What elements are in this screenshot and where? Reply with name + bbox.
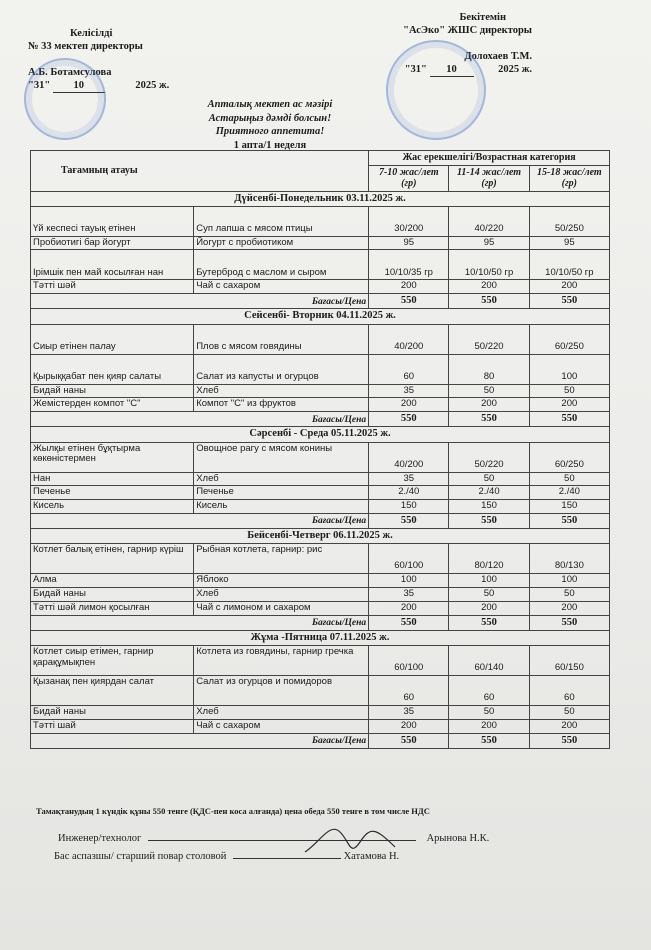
- menu-item-row: [31, 646, 610, 676]
- menu-item-row: [31, 472, 610, 486]
- menu-item-row: [31, 324, 610, 354]
- portion-value: 2./40: [449, 486, 529, 500]
- engineer-label: Инженер/технолог: [58, 833, 142, 844]
- portion-value: 30/200: [369, 206, 449, 236]
- menu-item-row: [31, 588, 610, 602]
- portion-value: 200: [369, 398, 449, 412]
- price-label: Бағасы/Цена: [31, 734, 369, 749]
- day-header-row: [31, 309, 610, 324]
- dish-name-ru: Хлеб: [194, 588, 369, 602]
- portion-value: 60: [449, 676, 529, 706]
- price-value: 550: [529, 412, 609, 427]
- dish-name-kz: Кисель: [31, 500, 194, 514]
- right-date: [372, 64, 532, 78]
- portion-value: 95: [369, 236, 449, 250]
- dish-name-ru: Чай с сахаром: [194, 280, 369, 294]
- dish-name-ru: Яблоко: [194, 574, 369, 588]
- cook-signature-line: [233, 848, 341, 859]
- menu-item-row: [31, 206, 610, 236]
- portion-value: 80/130: [529, 544, 609, 574]
- portion-value: 100: [529, 574, 609, 588]
- portion-value: 150: [369, 500, 449, 514]
- portion-value: 60/250: [529, 324, 609, 354]
- signature-block: [54, 830, 490, 866]
- dish-name-kz: Котлет балық етінен, гарнир күріш: [31, 544, 194, 574]
- dish-name-ru: Чай с лимоном и сахаром: [194, 602, 369, 616]
- approval-block-right: [372, 12, 532, 77]
- portion-value: 100: [529, 354, 609, 384]
- right-position: "АсЭко" ЖШС директоры: [403, 24, 532, 36]
- portion-value: 80: [449, 354, 529, 384]
- dish-name-ru: Котлета из говядины, гарнир гречка: [194, 646, 369, 676]
- left-name: А.Б. Ботамсулова: [28, 67, 112, 79]
- portion-value: 50: [529, 472, 609, 486]
- dish-name-kz: Пробиотигі бар йогурт: [31, 236, 194, 250]
- left-date-year: 2025 ж.: [135, 79, 170, 91]
- dish-name-kz: Қырыққабат пен қияр салаты: [31, 354, 194, 384]
- price-row: [31, 412, 610, 427]
- dish-name-ru: Рыбная котлета, гарнир: рис: [194, 544, 369, 574]
- price-value: 550: [529, 294, 609, 309]
- menu-item-row: [31, 280, 610, 294]
- portion-value: 60: [529, 676, 609, 706]
- menu-item-row: [31, 602, 610, 616]
- menu-item-row: [31, 544, 610, 574]
- dish-name-ru: Хлеб: [194, 472, 369, 486]
- dish-name-ru: Кисель: [194, 500, 369, 514]
- age-header-7-10: 7-10 жас/лет (гр): [369, 165, 449, 191]
- menu-item-row: [31, 236, 610, 250]
- portion-value: 50: [529, 384, 609, 398]
- price-value: 550: [449, 514, 529, 529]
- portion-value: 200: [529, 602, 609, 616]
- portion-value: 50: [529, 706, 609, 720]
- cook-row: [54, 848, 489, 866]
- price-value: 550: [369, 734, 449, 749]
- portion-value: 100: [369, 574, 449, 588]
- dish-name-kz: Котлет сиыр етімен, гарнир қарақұмықпен: [31, 646, 194, 676]
- portion-value: 200: [369, 280, 449, 294]
- day-title: Сейсенбі- Вторник 04.11.2025 ж.: [31, 309, 610, 324]
- engineer-name: Арынова Н.К.: [426, 833, 490, 844]
- dish-name-kz: Үй кеспесі тауық етінен: [31, 206, 194, 236]
- header-row: [31, 151, 610, 166]
- dish-name-ru: Бутерброд с маслом и сыром: [194, 250, 369, 280]
- menu-table: [30, 150, 610, 749]
- right-date-year: 2025 ж.: [498, 63, 532, 75]
- portion-value: 50/220: [449, 324, 529, 354]
- price-value: 550: [529, 514, 609, 529]
- portion-value: 200: [449, 280, 529, 294]
- portion-value: 100: [449, 574, 529, 588]
- day-title: Жұма -Пятница 07.11.2025 ж.: [31, 631, 610, 646]
- menu-item-row: [31, 398, 610, 412]
- price-value: 550: [369, 294, 449, 309]
- portion-value: 40/200: [369, 442, 449, 472]
- price-label: Бағасы/Цена: [31, 412, 369, 427]
- price-value: 550: [369, 616, 449, 631]
- footer-price-note: Тамақтанудың 1 күндік құны 550 тенге (ҚДС-пен коса алғанда) цена обеда 550 тенге в том числе НДС: [36, 806, 430, 816]
- price-label: Бағасы/Цена: [31, 616, 369, 631]
- portion-value: 10/10/50 гр: [529, 250, 609, 280]
- portion-value: 50: [529, 588, 609, 602]
- age-header-11-14: 11-14 жас/лет (гр): [449, 165, 529, 191]
- portion-value: 200: [449, 602, 529, 616]
- dish-name-kz: Тәтті шәй: [31, 280, 194, 294]
- price-value: 550: [449, 616, 529, 631]
- dish-name-kz: Бидай наны: [31, 384, 194, 398]
- menu-item-row: [31, 676, 610, 706]
- portion-value: 200: [449, 398, 529, 412]
- day-header-row: [31, 529, 610, 544]
- portion-value: 40/220: [449, 206, 529, 236]
- engineer-row: [58, 830, 489, 848]
- price-value: 550: [449, 294, 529, 309]
- title-line-2: Астарыңыз дәмді болсын!: [208, 112, 332, 124]
- day-title: Дүйсенбі-Понедельник 03.11.2025 ж.: [31, 191, 610, 206]
- dish-name-kz: Тәтті шай: [31, 720, 194, 734]
- menu-item-row: [31, 706, 610, 720]
- portion-value: 50/250: [529, 206, 609, 236]
- portion-value: 35: [369, 706, 449, 720]
- price-value: 550: [369, 412, 449, 427]
- menu-item-row: [31, 442, 610, 472]
- price-row: [31, 616, 610, 631]
- menu-item-row: [31, 250, 610, 280]
- dish-name-kz: Алма: [31, 574, 194, 588]
- dish-name-kz: Бидай наны: [31, 706, 194, 720]
- menu-item-row: [31, 574, 610, 588]
- portion-value: 35: [369, 588, 449, 602]
- dish-name-ru: Суп лапша с мясом птицы: [194, 206, 369, 236]
- portion-value: 150: [449, 500, 529, 514]
- dish-name-ru: Хлеб: [194, 706, 369, 720]
- dish-name-kz: Ірімшік пен май косылған нан: [31, 250, 194, 280]
- portion-value: 60/150: [529, 646, 609, 676]
- price-label: Бағасы/Цена: [31, 294, 369, 309]
- portion-value: 2./40: [369, 486, 449, 500]
- price-row: [31, 294, 610, 309]
- price-value: 550: [449, 734, 529, 749]
- portion-value: 60/100: [369, 544, 449, 574]
- left-position: № 33 мектеп директоры: [28, 40, 143, 52]
- portion-value: 150: [529, 500, 609, 514]
- portion-value: 50: [449, 384, 529, 398]
- day-header-row: [31, 631, 610, 646]
- portion-value: 80/120: [449, 544, 529, 574]
- menu-item-row: [31, 384, 610, 398]
- left-date: [28, 80, 169, 94]
- dish-name-ru: Хлеб: [194, 384, 369, 398]
- left-date-day: "31": [28, 79, 51, 91]
- dish-name-kz: Печенье: [31, 486, 194, 500]
- portion-value: 95: [529, 236, 609, 250]
- dish-name-kz: Бидай наны: [31, 588, 194, 602]
- portion-value: 200: [529, 280, 609, 294]
- dish-name-kz: Жемістерден компот "С": [31, 398, 194, 412]
- right-date-day: "31": [404, 63, 427, 75]
- portion-value: 60/100: [369, 646, 449, 676]
- portion-value: 50: [449, 588, 529, 602]
- price-value: 550: [449, 412, 529, 427]
- left-date-month: 10: [53, 80, 105, 94]
- age-header-15-18: 15-18 жас/лет (гр): [529, 165, 609, 191]
- dish-name-ru: Салат из огурцов и помидоров: [194, 676, 369, 706]
- portion-value: 50: [449, 472, 529, 486]
- portion-value: 50: [449, 706, 529, 720]
- menu-titles: [150, 98, 390, 153]
- dish-name-ru: Чай с сахаром: [194, 720, 369, 734]
- portion-value: 60: [369, 354, 449, 384]
- cook-name: Хатамова Н.: [343, 850, 400, 862]
- cook-label: Бас аспазшы/ старший повар столовой: [54, 850, 227, 862]
- title-line-1: Апталық мектеп ас мәзірі: [207, 99, 333, 110]
- portion-value: 60/140: [449, 646, 529, 676]
- portion-value: 200: [529, 720, 609, 734]
- right-name: Долохаев Т.М.: [464, 51, 532, 63]
- day-title: Бейсенбі-Четверг 06.11.2025 ж.: [31, 529, 610, 544]
- agreed-label: Келісілді: [70, 28, 113, 39]
- dish-name-ru: Салат из капусты и огурцов: [194, 354, 369, 384]
- portion-value: 35: [369, 472, 449, 486]
- portion-value: 200: [369, 720, 449, 734]
- menu-item-row: [31, 486, 610, 500]
- portion-value: 60/250: [529, 442, 609, 472]
- portion-value: 35: [369, 384, 449, 398]
- portion-value: 40/200: [369, 324, 449, 354]
- approval-block-left: [28, 28, 169, 93]
- week-label: 1 апта/1 неделя: [233, 139, 307, 151]
- dish-name-ru: Овощное рагу с мясом конины: [194, 442, 369, 472]
- dish-name-kz: Тәтті шәй лимон қосылған: [31, 602, 194, 616]
- portion-value: 95: [449, 236, 529, 250]
- approved-label: Бекітемін: [459, 12, 506, 23]
- portion-value: 60: [369, 676, 449, 706]
- dish-name-kz: Қызанақ пен қиярдан салат: [31, 676, 194, 706]
- price-value: 550: [529, 734, 609, 749]
- age-category-header: Жас ерекшелігі/Возрастная категория: [369, 151, 610, 166]
- dish-name-ru: Плов с мясом говядины: [194, 324, 369, 354]
- dish-name-ru: Компот "С" из фруктов: [194, 398, 369, 412]
- day-header-row: [31, 427, 610, 442]
- dish-name-header: Тағамның атауы: [31, 151, 369, 192]
- price-value: 550: [529, 616, 609, 631]
- right-date-month: 10: [430, 64, 474, 78]
- dish-name-kz: Нан: [31, 472, 194, 486]
- dish-name-ru: Йогурт с пробиотиком: [194, 236, 369, 250]
- menu-item-row: [31, 720, 610, 734]
- portion-value: 10/10/35 гр: [369, 250, 449, 280]
- price-value: 550: [369, 514, 449, 529]
- portion-value: 2./40: [529, 486, 609, 500]
- engineer-signature-line: [148, 830, 416, 841]
- dish-name-kz: Жылқы етінен бұқтырма көкөністермен: [31, 442, 194, 472]
- portion-value: 50/220: [449, 442, 529, 472]
- dish-name-ru: Печенье: [194, 486, 369, 500]
- portion-value: 200: [449, 720, 529, 734]
- menu-body: [31, 191, 610, 749]
- dish-name-kz: Сиыр етінен палау: [31, 324, 194, 354]
- portion-value: 10/10/50 гр: [449, 250, 529, 280]
- menu-item-row: [31, 500, 610, 514]
- portion-value: 200: [369, 602, 449, 616]
- menu-item-row: [31, 354, 610, 384]
- price-label: Бағасы/Цена: [31, 514, 369, 529]
- price-row: [31, 514, 610, 529]
- day-title: Сәрсенбі - Среда 05.11.2025 ж.: [31, 427, 610, 442]
- day-header-row: [31, 191, 610, 206]
- portion-value: 200: [529, 398, 609, 412]
- title-line-3: Приятного аппетита!: [215, 126, 325, 138]
- price-row: [31, 734, 610, 749]
